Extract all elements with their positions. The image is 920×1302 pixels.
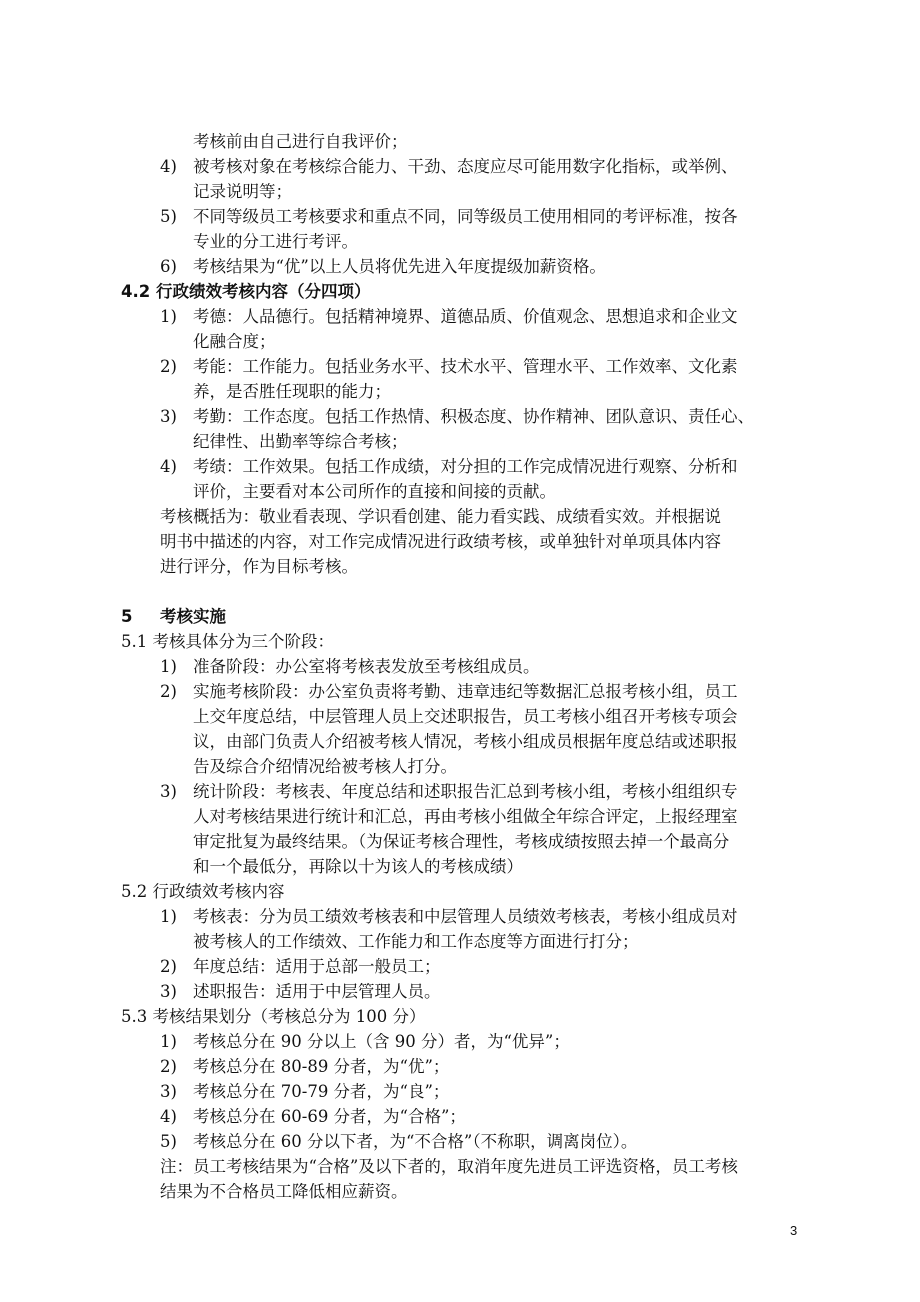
list-item-text: 纪律性、出勤率等综合考核； [193, 432, 408, 451]
list-item-text: 考核总分在 60 分以下者，为“不合格”（不称职，调离岗位）。 [193, 1132, 638, 1151]
list-number: 4) [160, 457, 177, 476]
list-item-text: 考勤：工作态度。包括工作热情、积极态度、协作精神、团队意识、责任心、 [193, 407, 754, 426]
list-number: 3) [160, 1082, 177, 1101]
list-item-text: 记录说明等； [193, 182, 292, 201]
note-text: 注：员工考核结果为“合格”及以下者的，取消年度先进员工评选资格，员工考核 [160, 1157, 738, 1176]
summary-text: 明书中描述的内容，对工作完成情况进行政绩考核，或单独针对单项具体内容 [160, 532, 721, 551]
list-item-text: 专业的分工进行考评。 [193, 232, 358, 251]
list-item-text: 议，由部门负责人介绍被考核人情况，考核小组成员根据年度总结或述职报 [193, 732, 738, 751]
list-item-text: 统计阶段：考核表、年度总结和述职报告汇总到考核小组，考核小组组织专 [193, 782, 738, 801]
section-title-5: 考核实施 [160, 607, 226, 626]
list-number: 2) [160, 1057, 177, 1076]
list-item-text: 实施考核阶段：办公室负责将考勤、违章违纪等数据汇总报考核小组，员工 [193, 682, 738, 701]
subsection-heading-5-1: 5.1 考核具体分为三个阶段： [121, 632, 334, 651]
page-number: 3 [790, 1223, 798, 1238]
list-item-text: 被考核人的工作绩效、工作能力和工作态度等方面进行打分； [193, 932, 639, 951]
list-number: 5) [160, 1132, 177, 1151]
list-item-text: 评价，主要看对本公司所作的直接和间接的贡献。 [193, 482, 556, 501]
list-item-text: 准备阶段：办公室将考核表发放至考核组成员。 [193, 657, 540, 676]
list-number: 1) [160, 657, 177, 676]
list-item-text: 考能：工作能力。包括业务水平、技术水平、管理水平、工作效率、文化素 [193, 357, 738, 376]
section-number-5: 5 [121, 607, 133, 626]
list-number: 2) [160, 357, 177, 376]
list-number: 3) [160, 782, 177, 801]
list-number: 6) [160, 257, 177, 276]
list-item-text: 被考核对象在考核综合能力、干劲、态度应尽可能用数字化指标，或举例、 [193, 157, 738, 176]
list-item-text: 上交年度总结，中层管理人员上交述职报告，员工考核小组召开考核专项会 [193, 707, 738, 726]
list-number: 2) [160, 957, 177, 976]
list-number: 3) [160, 982, 177, 1001]
list-item-text: 考核结果为“优”以上人员将优先进入年度提级加薪资格。 [193, 257, 606, 276]
list-item-text: 考核总分在 90 分以上（含 90 分）者，为“优异”； [193, 1032, 570, 1051]
list-number: 5) [160, 207, 177, 226]
list-item-text: 不同等级员工考核要求和重点不同，同等级员工使用相同的考评标准，按各 [193, 207, 738, 226]
list-item-text: 审定批复为最终结果。（为保证考核合理性，考核成绩按照去掉一个最高分 [193, 832, 730, 851]
item3-continuation: 考核前由自己进行自我评价； [193, 132, 408, 151]
subsection-heading-5-3: 5.3 考核结果划分（考核总分为 100 分） [121, 1007, 426, 1026]
list-item-text: 年度总结：适用于总部一般员工； [193, 957, 441, 976]
list-number: 1) [160, 307, 177, 326]
list-number: 4) [160, 1107, 177, 1126]
list-number: 1) [160, 1032, 177, 1051]
subsection-heading-5-2: 5.2 行政绩效考核内容 [121, 882, 285, 901]
list-item-text: 考核总分在 80-89 分者，为“优”； [193, 1057, 450, 1076]
list-item-text: 考核总分在 70-79 分者，为“良”； [193, 1082, 450, 1101]
list-item-text: 考核表：分为员工绩效考核表和中层管理人员绩效考核表，考核小组成员对 [193, 907, 738, 926]
list-item-text: 和一个最低分，再除以十为该人的考核成绩） [193, 857, 523, 876]
list-item-text: 养，是否胜任现职的能力； [193, 382, 391, 401]
note-text: 结果为不合格员工降低相应薪资。 [160, 1182, 408, 1201]
list-item-text: 告及综合介绍情况给被考核人打分。 [193, 757, 457, 776]
list-number: 3) [160, 407, 177, 426]
list-item-text: 考绩：工作效果。包括工作成绩，对分担的工作完成情况进行观察、分析和 [193, 457, 738, 476]
list-item-text: 述职报告：适用于中层管理人员。 [193, 982, 441, 1001]
section-heading-4-2: 4.2 行政绩效考核内容（分四项） [121, 282, 371, 301]
list-item-text: 考核总分在 60-69 分者，为“合格”； [193, 1107, 466, 1126]
list-item-text: 人对考核结果进行统计和汇总，再由考核小组做全年综合评定，上报经理室 [193, 807, 738, 826]
summary-text: 进行评分，作为目标考核。 [160, 557, 358, 576]
summary-text: 考核概括为：敬业看表现、学识看创建、能力看实践、成绩看实效。并根据说 [160, 507, 721, 526]
list-number: 4) [160, 157, 177, 176]
list-item-text: 考德：人品德行。包括精神境界、道德品质、价值观念、思想追求和企业文 [193, 307, 738, 326]
list-number: 1) [160, 907, 177, 926]
list-item-text: 化融合度； [193, 332, 276, 351]
list-number: 2) [160, 682, 177, 701]
